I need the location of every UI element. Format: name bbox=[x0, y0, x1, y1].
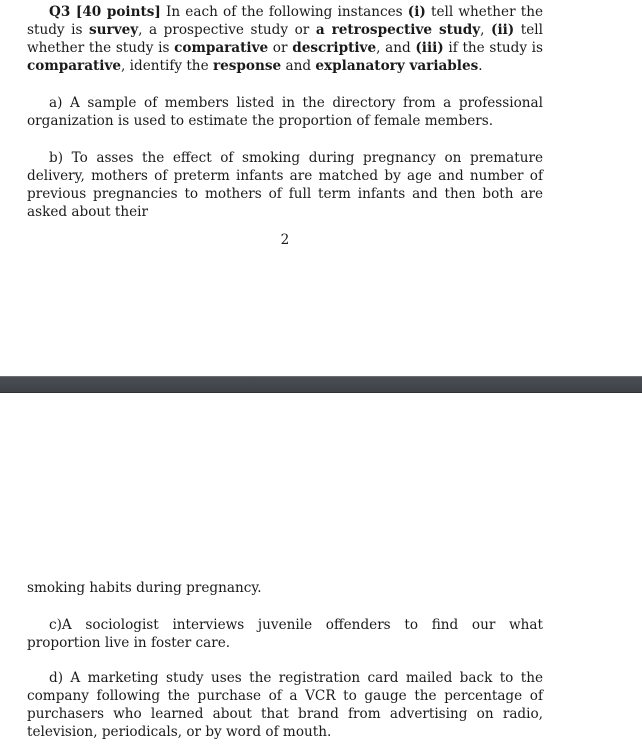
item-c: c)A sociologist interviews juvenile offenders to find our what proportion live in foster care. bbox=[27, 617, 543, 651]
item-b-end: smoking habits during pregnancy. bbox=[27, 580, 262, 596]
item-d: d) A marketing study uses the registration card mailed back to the company following the purchase of a VCR to gauge the percentage of purchasers who learned about that brand from advertising on radio, television, periodicals, or by word of mouth. bbox=[27, 670, 543, 740]
question-label: Q3 [40 points] bbox=[49, 4, 161, 20]
item-a: a) A sample of members listed in the directory from a professional organization is used to estimate the proportion of female members. bbox=[27, 95, 543, 129]
page-separator bbox=[0, 376, 642, 393]
item-b-start: b) To asses the effect of smoking during pregnancy on premature delivery, mothers of preterm infants are matched by age and number of previous pregnancies to mothers of full term infants and then both are asked about their bbox=[27, 150, 543, 220]
page-number: 2 bbox=[280, 232, 290, 248]
question-3-intro: Q3 [40 points] In each of the following instances (i) tell whether the study is survey, a prospective study or a retrospective study, (ii) tell whether the study is comparative or descriptive, and (iii) if the study is comparative, identify the response and explanatory variables. bbox=[27, 4, 544, 74]
page-3 bbox=[0, 393, 642, 752]
